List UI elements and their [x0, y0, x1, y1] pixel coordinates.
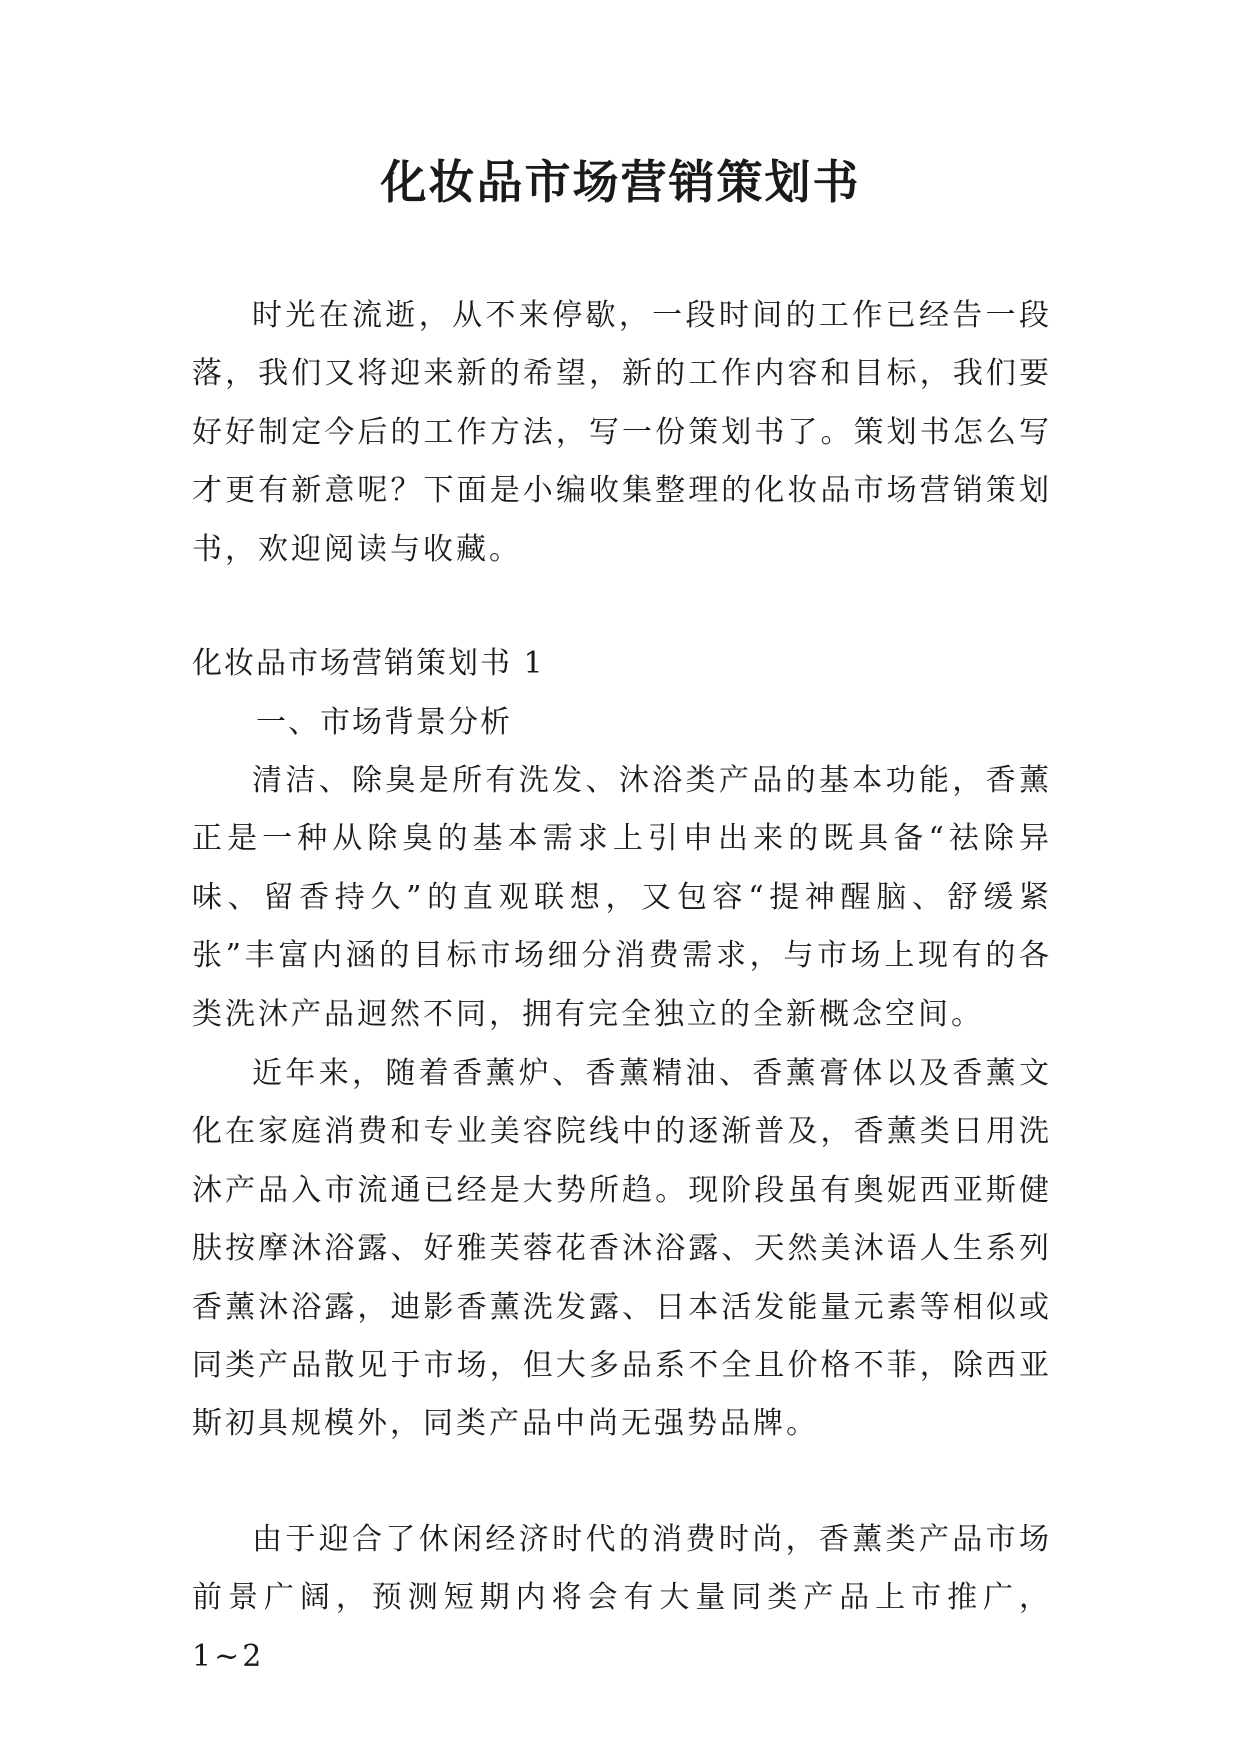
intro-paragraph: 时光在流逝，从不来停歇，一段时间的工作已经告一段落，我们又将迎来新的希望，新的工作内容和目标，我们要好好制定今后的工作方法，写一份策划书了。策划书怎么写才更有新意呢？下面是小编收集整理的化妆品市场营销策划书，欢迎阅读与收藏。 — [192, 298, 1052, 567]
document-title: 化妆品市场营销策划书 — [380, 155, 861, 209]
section-heading: 一、市场背景分析 — [256, 705, 512, 740]
body-paragraph: 由于迎合了休闲经济时代的消费时尚，香薰类产品市场前景广阔，预测短期内将会有大量同类产品上市推广，1~2 — [192, 1522, 1052, 1674]
body-paragraph: 清洁、除臭是所有洗发、沐浴类产品的基本功能，香薰正是一种从除臭的基本需求上引申出来的既具备“祛除异味、留香持久”的直观联想，又包容“提神醒脑、舒缓紧张”丰富内涵的目标市场细分消费需求，与市场上现有的各类洗沐产品迥然不同，拥有完全独立的全新概念空间。 — [192, 763, 1052, 1032]
section-title: 化妆品市场营销策划书 1 — [192, 646, 545, 681]
body-paragraph: 近年来，随着香薰炉、香薰精油、香薰膏体以及香薰文化在家庭消费和专业美容院线中的逐渐普及，香薰类日用洗沐产品入市流通已经是大势所趋。现阶段虽有奥妮西亚斯健肤按摩沐浴露、好雅芙蓉花香沐浴露、天然美沐语人生系列香薰沐浴露，迪影香薰洗发露、日本活发能量元素等相似或同类产品散见于市场，但大多品系不全且价格不菲，除西亚斯初具规模外，同类产品中尚无强势品牌。 — [192, 1056, 1052, 1442]
